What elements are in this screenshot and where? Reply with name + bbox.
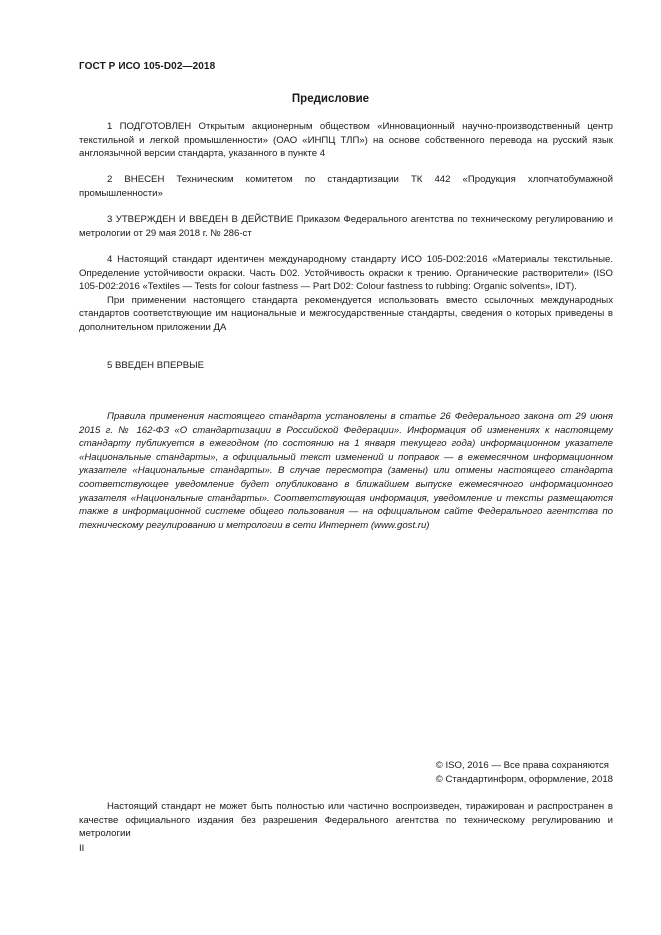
document-number: ГОСТ Р ИСО 105-D02—2018 bbox=[79, 61, 216, 72]
foreword-item-4-text: 4 Настоящий стандарт идентичен международному стандарту ИСО 105-D02:2016 «Материалы текстильные. Определение устойчивости окраски. Часть D02. Устойчивость окраски к трению. Органические растворители» (ISO 105-D02:2016 «Textiles — Tests for colour fastness — Part D02: Colour fastness to rubbing: Organic solvents», IDT). bbox=[79, 254, 613, 293]
reproduction-notice bbox=[79, 800, 613, 841]
copyright-block bbox=[436, 759, 613, 787]
foreword-item-1-text: 1 ПОДГОТОВЛЕН Открытым акционерным обществом «Инновационный научно-производственный центр текстильной и легкой промышленности» (ОАО «ИНПЦ ТЛП») на основе собственного перевода на русский язык англоязычной версии стандарта, указанного в пункте 4 bbox=[79, 121, 613, 160]
application-rules-notice bbox=[79, 410, 613, 532]
page-title: Предисловие bbox=[291, 93, 370, 105]
reproduction-notice-text: Настоящий стандарт не может быть полностью или частично воспроизведен, тиражирован и распространен в качестве официального издания без разрешения Федерального агентства по техническому регулированию и метрологии bbox=[79, 801, 613, 840]
foreword-item-2-text: 2 ВНЕСЕН Техническим комитетом по стандартизации ТК 442 «Продукция хлопчатобумажной промышленности» bbox=[79, 174, 613, 199]
foreword-item-2 bbox=[79, 173, 613, 200]
copyright-standartinform: © Стандартинформ, оформление, 2018 bbox=[435, 774, 613, 785]
application-rules-text: Правила применения настоящего стандарта установлены в статье 26 Федерального закона от 29 июня 2015 г. № 162-ФЗ «О стандартизации в Российской Федерации». Информация об изменениях к настоящему стандарту публикуется в ежегодном (по состоянию на 1 января текущего года) информационном указателе «Национальные стандарты», а официальный текст изменений и поправок — в ежемесячном информационном указателе «Национальные стандарты». В случае пересмотра (замены) или отмены настоящего стандарта соответствующее уведомление будет опубликовано в ближайшем выпуске ежемесячного информационного указателя «Национальные стандарты». Соответствующая информация, уведомление и тексты размещаются также в информационной системе общего пользования — на официальном сайте Федерального агентства по техническому регулированию и метрологии в сети Интернет (www.gost.ru) bbox=[79, 411, 613, 531]
foreword-item-1 bbox=[79, 120, 613, 161]
copyright-iso: © ISO, 2016 — Все права сохраняются bbox=[435, 760, 609, 771]
foreword-item-4-note: При применении настоящего стандарта рекомендуется использовать вместо ссылочных международных стандартов соответствующие им национальные и межгосударственные стандарты, сведения о которых приведены в дополнительном приложении ДА bbox=[79, 294, 613, 333]
foreword-item-3 bbox=[79, 213, 613, 240]
page-number: II bbox=[79, 843, 85, 854]
foreword-item-5-text: 5 ВВЕДЕН ВПЕРВЫЕ bbox=[107, 360, 205, 371]
foreword-item-4 bbox=[79, 253, 613, 335]
foreword-item-5 bbox=[79, 359, 613, 373]
foreword-item-3-text: 3 УТВЕРЖДЕН И ВВЕДЕН В ДЕЙСТВИЕ Приказом Федерального агентства по техническому регулированию и метрологии от 29 мая 2018 г. № 286-ст bbox=[79, 214, 613, 239]
